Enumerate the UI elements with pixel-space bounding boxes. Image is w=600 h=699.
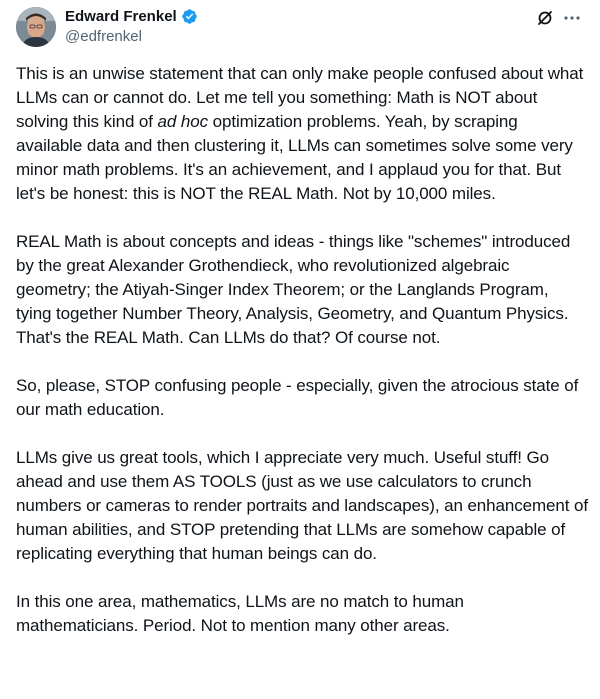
tweet-paragraph-1 <box>16 62 588 206</box>
grok-icon[interactable] <box>535 8 555 28</box>
verified-badge-icon <box>181 8 198 25</box>
author-row <box>65 8 198 25</box>
tweet-paragraph-3: So, please, STOP confusing people - especially, given the atrocious state of our math education. <box>16 376 579 419</box>
tweet-text <box>16 62 588 638</box>
tweet-paragraph-1-emphasis: ad hoc <box>157 112 208 131</box>
tweet-paragraph-2: REAL Math is about concepts and ideas - things like "schemes" introduced by the great Alexander Grothendieck, who revolutionized algebraic geometry; the Atiyah-Singer Index Theorem; or the Langlands Program, tying together Number Theory, Analysis, Geometry, and Quantum Physics. That's the REAL Math. Can LLMs do that? Of course not. <box>16 232 571 347</box>
avatar-image <box>16 7 56 47</box>
author-handle[interactable]: @edfrenkel <box>65 28 142 45</box>
avatar[interactable] <box>16 7 56 47</box>
author-name[interactable]: Edward Frenkel <box>65 8 177 25</box>
tweet-paragraph-4: LLMs give us great tools, which I appreciate very much. Useful stuff! Go ahead and use them AS TOOLS (just as we use calculators to crunch numbers or cameras to render portraits and landscapes), an enhancement of human abilities, and STOP pretending that LLMs are somehow capable of replicating everything that human beings can do. <box>16 448 588 563</box>
tweet-header <box>0 0 600 60</box>
tweet-paragraph-5: In this one area, mathematics, LLMs are no match to human mathematicians. Period. Not to mention many other areas. <box>16 592 464 635</box>
more-options-icon[interactable] <box>562 8 582 28</box>
tweet-paragraph-1-start: This is an unwise statement that can only make people confused about what LLMs can or cannot do. Let me tell you something: Math is NOT about solving this kind of <box>16 64 584 131</box>
tweet-paragraph-1-end: optimization problems. Yeah, by scraping available data and then clustering it, LLMs can sometimes solve some very minor math problems. It's an achievement, and I applaud you for that. But let's be honest: this is NOT the REAL Math. Not by 10,000 miles. <box>16 112 573 203</box>
